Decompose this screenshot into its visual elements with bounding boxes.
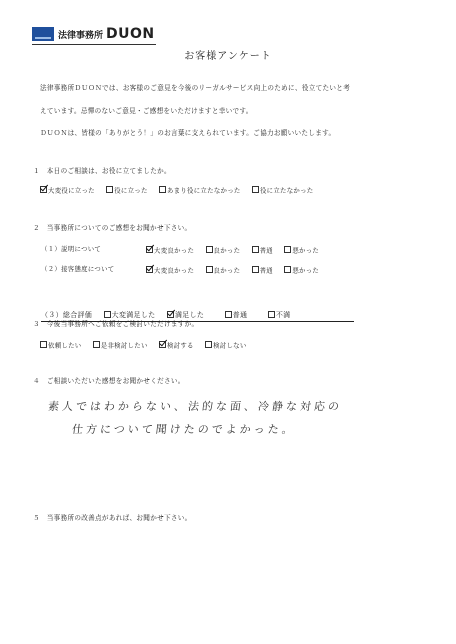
q3-checkbox-3[interactable]: [159, 341, 166, 348]
handwritten-answer-line-1: 素人ではわからない、法的な面、冷静な対応の: [47, 400, 343, 413]
intro-line-2: えています。忌憚のないご意見・ご感想をいただけますと幸いです。: [40, 107, 253, 115]
q2r2-checkbox-1[interactable]: [146, 266, 153, 273]
question-3: ３ 今後当事務所へご依頼をご検討いただけますか。: [33, 320, 199, 328]
q1-checkbox-1[interactable]: [40, 186, 47, 193]
q1-option-3: あまり役に立たなかった: [166, 186, 241, 195]
q2r1-option-3: 普通: [259, 246, 273, 255]
q1-checkbox-4[interactable]: [252, 186, 259, 193]
q2r3-option-2: 満足した: [174, 311, 205, 319]
q2r2-option-3: 普通: [259, 266, 273, 275]
q2r1-checkbox-3[interactable]: [252, 246, 259, 253]
q1-option-4: 役に立たなかった: [259, 186, 314, 195]
question-5: ５ 当事務所の改善点があれば、お聞かせ下さい。: [33, 514, 192, 522]
q2-row-3: [41, 310, 290, 320]
q3-checkbox-1[interactable]: [40, 341, 47, 348]
q2r2-checkbox-3[interactable]: [252, 266, 259, 273]
question-1: １ 本日のご相談は、お役に立てましたか。: [33, 167, 171, 175]
q1-checkbox-3[interactable]: [159, 186, 166, 193]
q2r1-checkbox-1[interactable]: [146, 246, 153, 253]
q1-option-2: 役に立った: [114, 186, 148, 195]
q2r3-checkbox-3[interactable]: [225, 311, 232, 318]
question-2: ２ 当事務所についてのご感想をお聞かせ下さい。: [33, 224, 192, 232]
q2r2-option-1: 大変良かった: [154, 266, 195, 275]
q3-checkbox-4[interactable]: [205, 341, 212, 348]
logo-mark-icon: [32, 27, 54, 41]
handwritten-answer-line-2: 仕方について聞けたのでよかった。: [71, 423, 297, 436]
q2r1-option-1: 大変良かった: [154, 246, 195, 255]
q2r3-option-1: 大変満足した: [111, 311, 156, 319]
q2-row-2-options: [146, 266, 319, 274]
q3-option-1: 依頼したい: [48, 341, 82, 350]
logo-japanese: 法律事務所: [58, 31, 104, 41]
question-4: ４ ご相談いただいた感想をお聞かせください。: [33, 377, 185, 385]
q2r2-option-4: 悪かった: [292, 266, 320, 275]
q2r3-option-4: 不満: [275, 311, 291, 319]
intro-line-3: ＤＵＯＮは、皆様の「ありがとう！」のお言葉に支えられています。ご協力お願いいたします。: [40, 129, 336, 137]
q2r1-option-2: 良かった: [213, 246, 241, 255]
q3-checkbox-2[interactable]: [93, 341, 100, 348]
q2r2-checkbox-4[interactable]: [284, 266, 291, 273]
logo-english: DUON: [106, 26, 155, 43]
q3-option-3: 検討する: [166, 341, 194, 350]
q2r2-option-2: 良かった: [213, 266, 241, 275]
header-rule: [32, 44, 156, 45]
q2r3-option-3: 普通: [232, 311, 248, 319]
q2r3-checkbox-4[interactable]: [268, 311, 275, 318]
q2r3-checkbox-2[interactable]: [167, 311, 174, 318]
q2r2-checkbox-2[interactable]: [206, 266, 213, 273]
firm-logo: [32, 27, 155, 41]
intro-line-1: 法律事務所ＤＵＯＮでは、お客様のご意見を今後のリーガルサービス向上のために、役立てたいと考: [40, 84, 351, 92]
q1-option-1: 大変役に立った: [48, 186, 95, 195]
q1-checkbox-2[interactable]: [106, 186, 113, 193]
q2-row-1-options: [146, 246, 319, 254]
q2r1-checkbox-2[interactable]: [206, 246, 213, 253]
q3-option-4: 検討しない: [213, 341, 247, 350]
q2r1-option-4: 悪かった: [292, 246, 320, 255]
q2r3-checkbox-1[interactable]: [104, 311, 111, 318]
q2r1-checkbox-4[interactable]: [284, 246, 291, 253]
q3-option-2: 是非検討したい: [100, 341, 148, 350]
q2-row-1-label: （１）説明について: [41, 245, 102, 253]
q2-row-2-label: （２）接客態度について: [41, 265, 115, 273]
page-title: お客様アンケート: [184, 51, 272, 62]
q2-row-3-label: （３）総合評価: [41, 311, 93, 319]
q1-options: [40, 186, 313, 194]
q3-options: [40, 341, 247, 349]
